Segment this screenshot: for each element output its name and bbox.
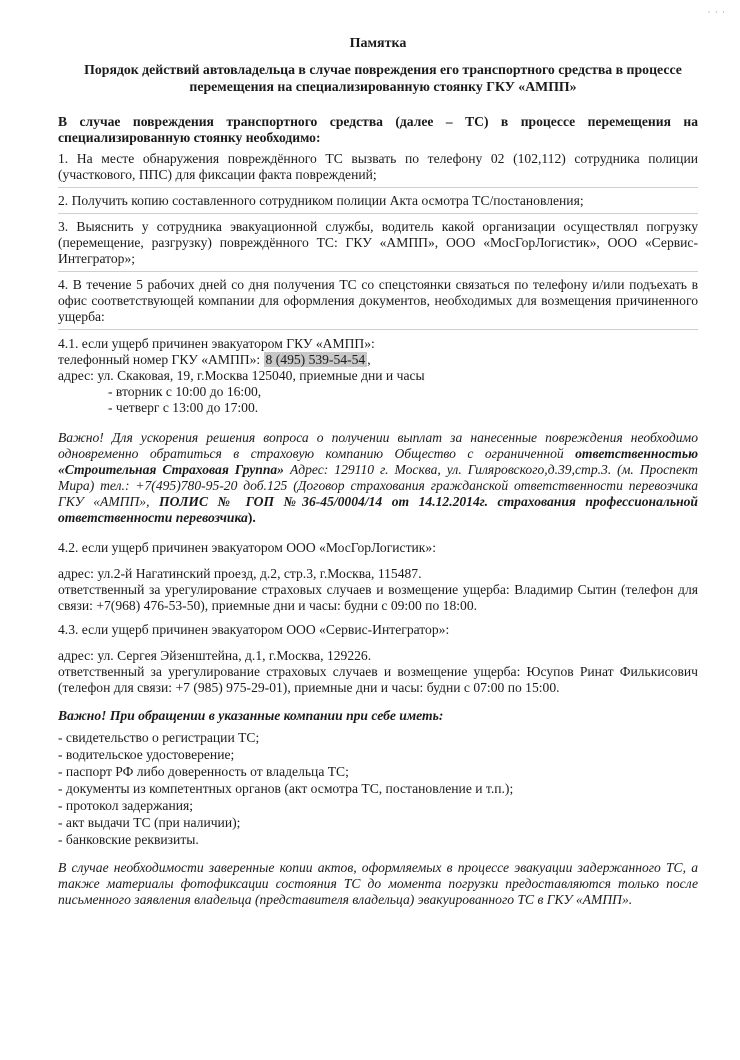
case-si-heading: 4.3. если ущерб причинен эвакуатором ООО «Сервис-Интегратор»: — [58, 622, 450, 637]
divider — [58, 329, 698, 330]
case-ampp-phone-line — [58, 352, 698, 368]
divider — [58, 187, 698, 188]
insurer-name: ответственностью «Строительная Страховая Группа» — [58, 446, 698, 477]
case-ampp-address: адрес: ул. Скаковая, 19, г.Москва 125040, приемные дни и часы — [58, 368, 425, 383]
insurance-note — [58, 430, 698, 526]
case-mgl-heading: 4.2. если ущерб причинен эвакуатором ООО «МосГорЛогистик»: — [58, 540, 436, 555]
case-si-contact: ответственный за урегулирование страховых случаев и возмещение ущерба: Юсупов Ринат Филькисович (телефон для связи: +7 (985) 975-29-01), приемные дни и часы: будни с 07:00 по 15:00. — [58, 664, 698, 695]
intro-paragraph: В случае повреждения транспортного средства (далее – ТС) в процессе перемещения на специализированную стоянку необходимо: — [58, 114, 698, 145]
phone-label: телефонный номер ГКУ «АМПП»: — [58, 352, 264, 367]
policy-number: ПОЛИС № ГОП №36-45/0004/14 от 14.12.2014г. страхования профессиональной ответственности перевозчика — [58, 494, 698, 525]
document-subtitle: Порядок действий автовладельца в случае повреждения его транспортного средства в процессе перемещения на специализированную стоянку ГКУ «АМПП» — [84, 62, 682, 94]
list-item: - документы из компетентных органов (акт осмотра ТС, постановление и т.п.); — [58, 781, 514, 796]
divider — [58, 213, 698, 214]
case-si-address: адрес: ул. Сергея Эйзенштейна, д.1, г.Москва, 129226. — [58, 648, 372, 663]
case-ampp-heading: 4.1. если ущерб причинен эвакуатором ГКУ «АМПП»: — [58, 336, 375, 351]
case-mgl-contact: ответственный за урегулирование страховых случаев и возмещение ущерба: Владимир Сытин (телефон для связи: +7(968) 476-53-50), приемные дни и часы: будни с 09:00 по 18:00. — [58, 582, 698, 613]
phone-number: 8 (495) 539-54-54 — [265, 352, 366, 367]
phone-tail: , — [367, 352, 371, 367]
case-ampp — [58, 336, 698, 416]
list-item: - банковские реквизиты. — [58, 832, 199, 847]
case-mosgorlogistik — [58, 540, 698, 614]
divider — [58, 271, 698, 272]
case-mgl-address: адрес: ул.2-й Нагатинский проезд, д.2, стр.3, г.Москва, 115487. — [58, 566, 422, 581]
closing-paragraph: В случае необходимости заверенные копии актов, оформляемых в процессе эвакуации задержанного ТС, а также материалы фотофиксации состояния ТС до момента погрузки предоставляются только после письменного заявления владельца (представителя владельца) эвакуированного ТС в ГКУ «АМПП». — [58, 860, 698, 907]
hours-tuesday: - вторник с 10:00 до 16:00, — [108, 384, 262, 399]
list-item: - паспорт РФ либо доверенность от владельца ТС; — [58, 764, 349, 779]
step-3: 3. Выяснить у сотрудника эвакуационной службы, водитель какой организации осуществлял погрузку (перемещение, разгрузку) повреждённого ТС: ГКУ «АМПП», ООО «МосГорЛогистик», ООО «Сервис-Интегратор»; — [58, 219, 698, 266]
step-4: 4. В течение 5 рабочих дней со дня получения ТС со спецстоянки связаться по телефону и/или подъехать в офис соответствующей компании для оформления документов, необходимых для возмещения причиненного ущерба: — [58, 277, 698, 324]
insurer-address: Адрес: 129110 г. Москва, ул. Гиляровского,д.39,стр.3. (м. Проспект Мира) тел.: +7(495)780-95-20 доб.125 (Договор страхования гражданской ответственности перевозчика ГКУ «АМПП», — [58, 462, 698, 509]
list-item: - водительское удостоверение; — [58, 747, 235, 762]
hours-thursday: - четверг с 13:00 до 17:00. — [108, 400, 259, 415]
step-2: 2. Получить копию составленного сотрудником полиции Акта осмотра ТС/постановления; — [58, 193, 584, 208]
step-1: 1. На месте обнаружения повреждённого ТС вызвать по телефону 02 (102,112) сотрудника полиции (участкового, ППС) для фиксации факта повреждений; — [58, 151, 698, 182]
list-item: - акт выдачи ТС (при наличии); — [58, 815, 241, 830]
list-item: - протокол задержания; — [58, 798, 194, 813]
note-tail: ). — [247, 510, 256, 525]
case-servis-integrator — [58, 622, 698, 696]
list-item: - свидетельство о регистрации ТС; — [58, 730, 260, 745]
document-title: Памятка — [349, 36, 407, 51]
documents-list — [58, 730, 698, 848]
documents-heading: Важно! При обращении в указанные компании при себе иметь: — [58, 708, 444, 723]
note-lead: Важно! Для ускорения решения вопроса о получении выплат за нанесенные повреждения необходимо одновременно обратиться в страховую компанию Общество с ограниченной — [58, 430, 698, 461]
corner-mark: · · · — [707, 7, 726, 17]
